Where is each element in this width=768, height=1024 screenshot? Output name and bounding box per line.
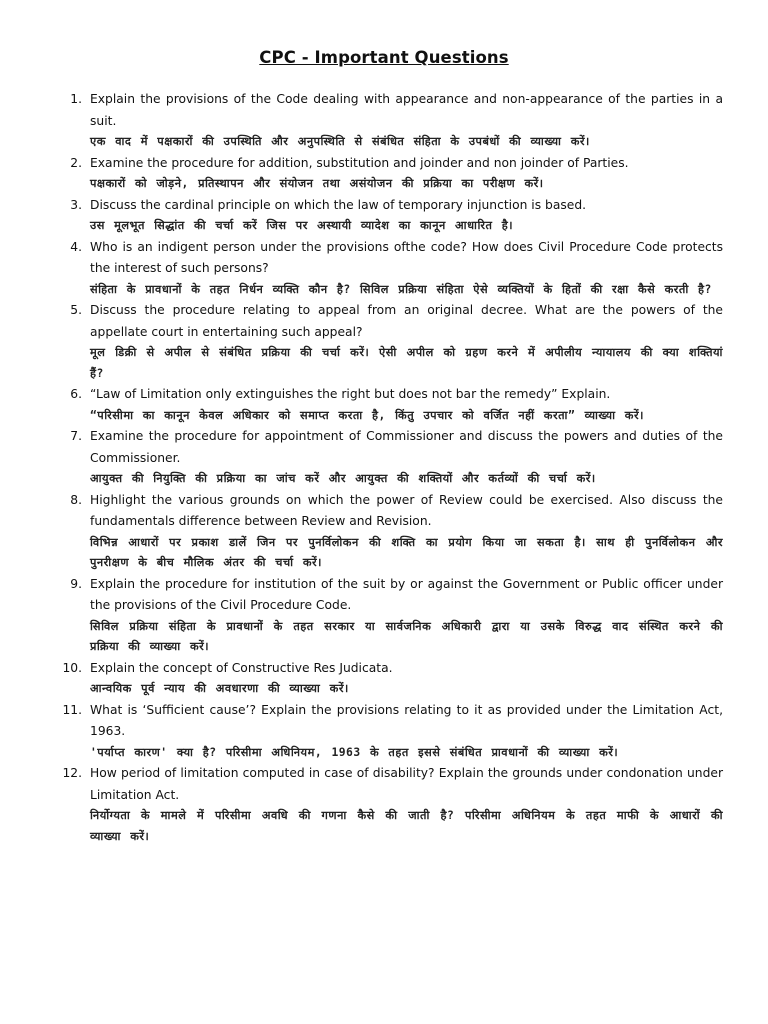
question-item-8 bbox=[66, 490, 723, 574]
question-text-english: Highlight the various grounds on which the power of Review could be exercised. Also discuss the fundamentals difference between Review and Revision. bbox=[90, 492, 723, 528]
question-number: 1. bbox=[70, 92, 82, 106]
question-item-2 bbox=[66, 153, 723, 195]
question-number: 2. bbox=[70, 155, 82, 170]
question-text-english: Explain the concept of Constructive Res Judicata. bbox=[90, 660, 393, 675]
question-text-english: Discuss the procedure relating to appeal from an original decree. What are the powers of the appellate court in entertaining such appeal? bbox=[90, 303, 723, 339]
question-text-english: How period of limitation computed in case of disability? Explain the grounds under condonation under Limitation Act. bbox=[90, 766, 723, 802]
question-number: 12. bbox=[62, 766, 82, 780]
question-number: 5. bbox=[70, 303, 82, 317]
question-text-english: Who is an indigent person under the provisions ofthe code? How does Civil Procedure Code protects the interest of such persons? bbox=[90, 239, 723, 275]
question-text-hindi: एक वाद में पक्षकारों की उपस्थिति और अनुपस्थिति से संबंधित संहिता के उपबंधों की व्याख्या करें। bbox=[90, 135, 590, 148]
question-list bbox=[62, 89, 723, 847]
question-text-hindi: पक्षकारों को जोड़ने, प्रतिस्थापन और संयोजन तथा असंयोजन की प्रक्रिया का परीक्षण करें। bbox=[90, 177, 544, 190]
question-text-hindi: मूल डिक्री से अपील से संबंधित प्रक्रिया की चर्चा करें। ऐसी अपील को ग्रहण करने में अपीलीय न्यायालय की क्या शक्तियां हैं? bbox=[90, 346, 723, 380]
question-text-hindi: विभिन्न आधारों पर प्रकाश डालें जिन पर पुनर्विलोकन की शक्ति का प्रयोग किया जा सकता है। साथ ही पुनर्विलोकन और पुनरीक्षण के बीच मौलिक अंतर की चर्चा करें। bbox=[90, 535, 723, 569]
question-text-hindi: उस मूलभूत सिद्धांत की चर्चा करें जिस पर अस्थायी व्यादेश का कानून आधारित है। bbox=[90, 219, 514, 232]
question-text-hindi: निर्योग्यता के मामले में परिसीमा अवधि की गणना कैसे की जाती है? परिसीमा अधिनियम के तहत माफी के आधारों की व्याख्या करें। bbox=[90, 809, 723, 843]
question-number: 6. bbox=[70, 387, 82, 401]
question-item-12 bbox=[62, 763, 723, 847]
question-text-english: Explain the procedure for institution of the suit by or against the Government or Public officer under the provisions of the Civil Procedure Code. bbox=[90, 576, 723, 612]
question-text-hindi: आयुक्त की नियुक्ति की प्रक्रिया का जांच करें और आयुक्त की शक्तियों और कर्तव्यों की चर्चा करें। bbox=[90, 472, 596, 485]
question-item-4 bbox=[66, 237, 723, 301]
question-number: 8. bbox=[70, 492, 82, 507]
question-text-english: Explain the provisions of the Code dealing with appearance and non-appearance of the parties in a suit. bbox=[90, 92, 723, 128]
question-item-6 bbox=[66, 384, 723, 426]
question-text-hindi: संहिता के प्रावधानों के तहत निर्धन व्यक्ति कौन है? सिविल प्रक्रिया संहिता ऐसे व्यक्तियों के हितों की रक्षा कैसे करती है? bbox=[90, 282, 712, 296]
question-text-hindi: आन्वयिक पूर्व न्याय की अवधारणा की व्याख्या करें। bbox=[90, 682, 349, 695]
question-item-9 bbox=[66, 574, 723, 658]
question-text-hindi: सिविल प्रक्रिया संहिता के प्रावधानों के तहत सरकार या सार्वजनिक अधिकारी द्वारा या उसके विरुद्ध वाद संस्थित करने की प्रक्रिया की व्याख्या करें। bbox=[90, 619, 723, 653]
question-number: 11. bbox=[62, 702, 82, 717]
question-item-7 bbox=[66, 426, 723, 490]
question-item-3 bbox=[66, 195, 723, 237]
question-text-english: What is ‘Sufficient cause’? Explain the provisions relating to it as provided under the Limitation Act, 1963. bbox=[90, 702, 723, 738]
question-item-5 bbox=[66, 300, 723, 384]
question-number: 7. bbox=[70, 429, 82, 443]
question-text-english: Discuss the cardinal principle on which the law of temporary injunction is based. bbox=[90, 197, 587, 212]
question-item-11 bbox=[62, 700, 723, 764]
question-number: 10. bbox=[62, 660, 82, 675]
question-text-hindi: 'पर्याप्त कारण' क्या है? परिसीमा अधिनियम, 1963 के तहत इससे संबंधित प्रावधानों की व्याख्या करें। bbox=[90, 745, 619, 759]
question-item-10 bbox=[62, 658, 723, 700]
question-number: 9. bbox=[70, 576, 82, 591]
question-text-english: Examine the procedure for appointment of Commissioner and discuss the powers and duties of the Commissioner. bbox=[90, 429, 723, 465]
question-item-1 bbox=[66, 89, 723, 153]
question-text-english: Examine the procedure for addition, substitution and joinder and non joinder of Parties. bbox=[90, 155, 629, 170]
question-text-hindi: “परिसीमा का कानून केवल अधिकार को समाप्त करता है, किंतु उपचार को वर्जित नहीं करता” व्याख्या करें। bbox=[90, 408, 644, 422]
question-number: 4. bbox=[70, 239, 82, 254]
question-number: 3. bbox=[70, 197, 82, 212]
page-title: CPC - Important Questions bbox=[259, 48, 509, 67]
question-text-english: “Law of Limitation only extinguishes the right but does not bar the remedy” Explain. bbox=[90, 387, 611, 401]
